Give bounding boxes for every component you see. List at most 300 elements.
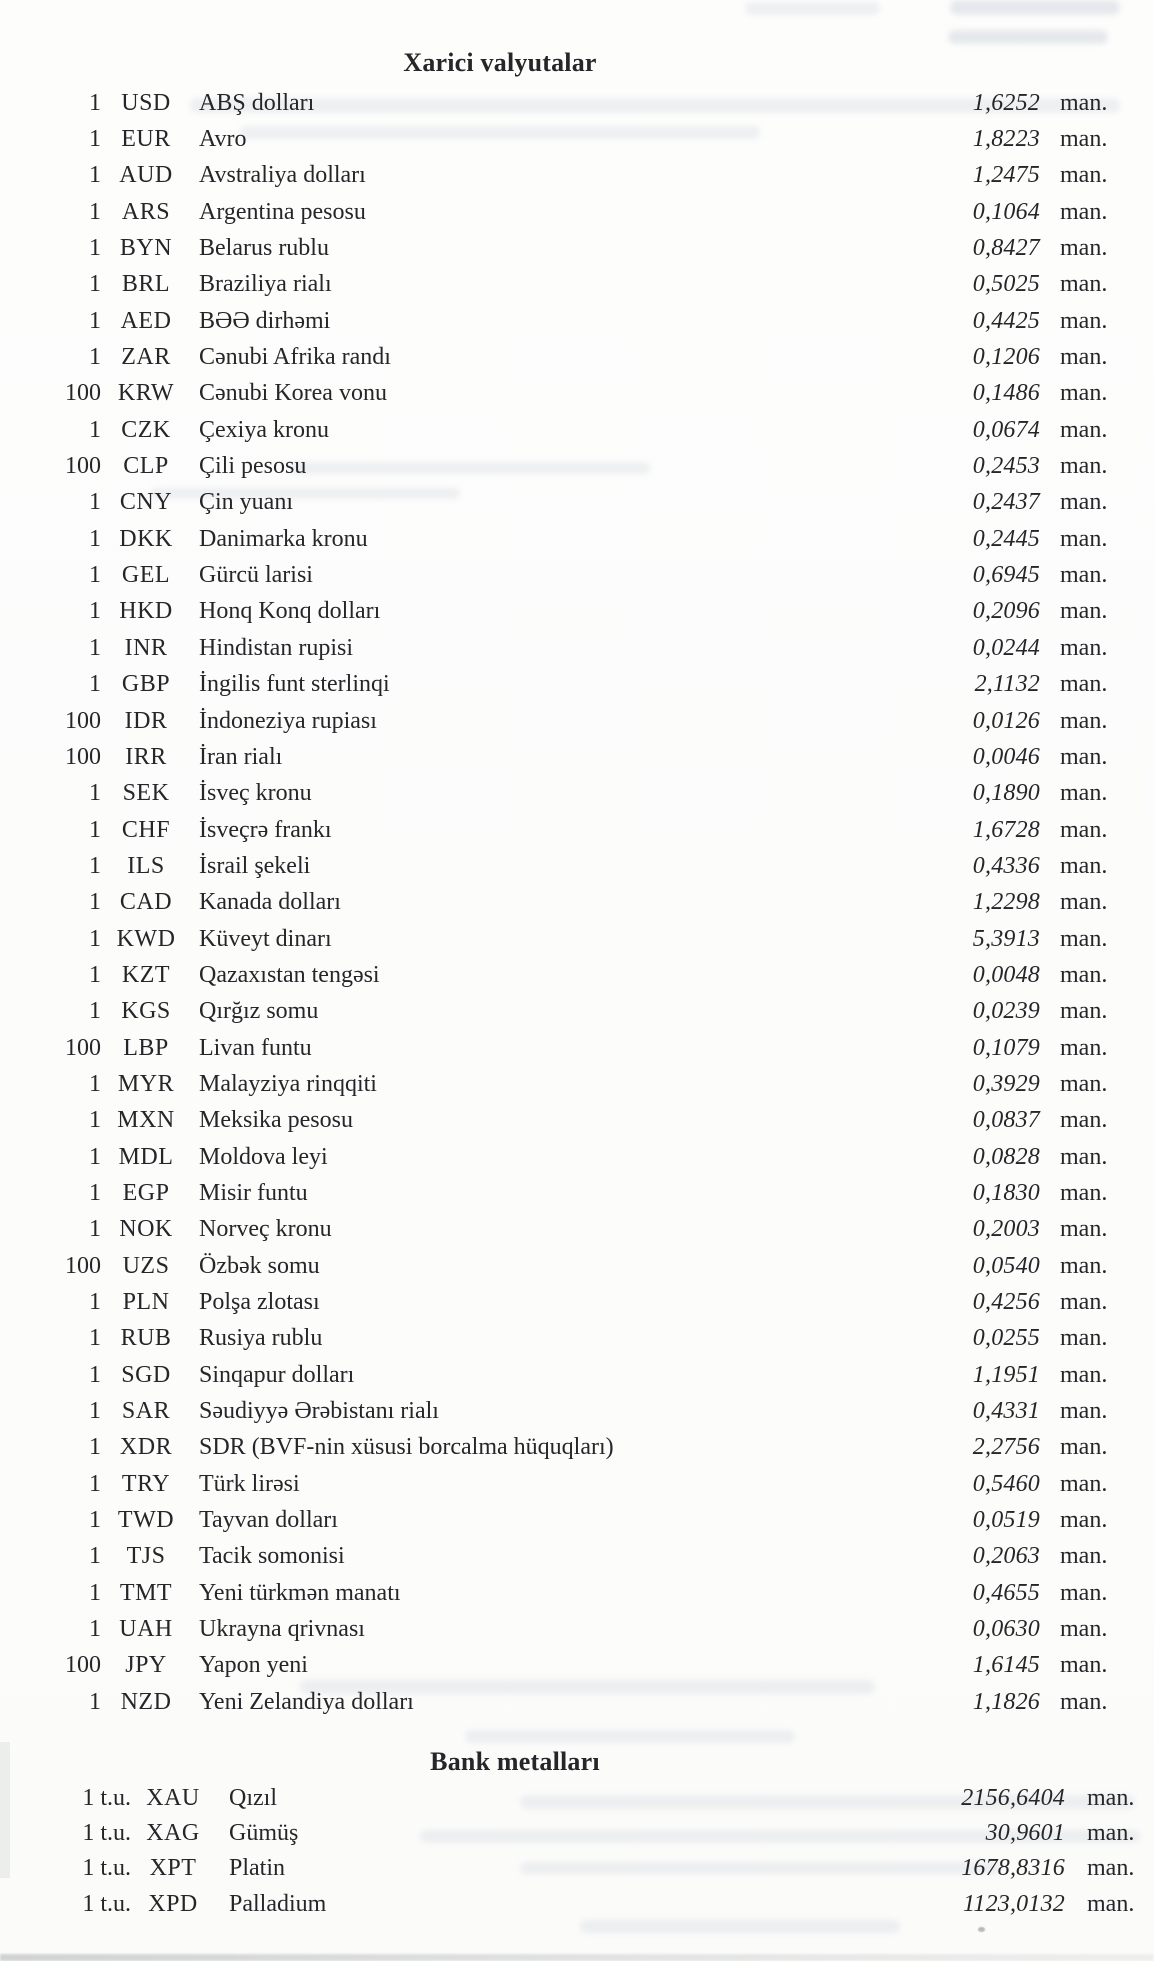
exchange-rate: 0,4331: [972, 1398, 1040, 1425]
currency-code: CHF: [121, 816, 171, 843]
unit-label: man.: [1060, 416, 1108, 443]
unit-label: man.: [1060, 889, 1108, 916]
quantity-value: 100: [65, 707, 101, 734]
currency-code: KGS: [121, 998, 171, 1025]
exchange-rate: 1,6252: [972, 89, 1040, 116]
quantity-value: 100: [65, 1652, 101, 1679]
quantity-value: 1: [89, 634, 101, 661]
quantity-value: 1: [89, 198, 101, 225]
rate-row: [0, 1780, 1154, 1815]
unit-label: man.: [1060, 780, 1108, 807]
currency-name: Norveç kronu: [199, 1216, 332, 1243]
unit-label: man.: [1060, 453, 1108, 480]
exchange-rate: 0,1206: [972, 344, 1040, 371]
unit-label: man.: [1060, 1143, 1108, 1170]
quantity-value: 1: [89, 1107, 101, 1134]
quantity-value: 1 t.u.: [82, 1855, 131, 1882]
exchange-rate: 0,6945: [972, 562, 1040, 589]
unit-label: man.: [1060, 925, 1108, 952]
currency-code: ILS: [127, 852, 165, 879]
quantity-value: 100: [65, 453, 101, 480]
rate-row: [0, 1539, 1154, 1575]
metal-rate-table: [0, 1780, 1154, 1922]
currency-name: Qırğız somu: [199, 998, 319, 1025]
bleedthrough-ghost: [745, 2, 880, 15]
exchange-rate: 0,2096: [972, 598, 1040, 625]
rate-row: [0, 957, 1154, 993]
unit-label: man.: [1060, 707, 1108, 734]
scan-bottom-shadow: [0, 1954, 1154, 1961]
unit-label: man.: [1087, 1890, 1135, 1917]
exchange-rate: 0,0046: [972, 743, 1040, 770]
rate-row: [0, 485, 1154, 521]
quantity-value: 1: [89, 416, 101, 443]
rate-row: [0, 1816, 1154, 1851]
currency-name: Cənubi Afrika randı: [199, 344, 391, 371]
exchange-rate: 0,2437: [972, 489, 1040, 516]
currency-name: Malayziya rinqqiti: [199, 1070, 377, 1097]
exchange-rate: 0,0519: [972, 1507, 1040, 1534]
currency-name: Livan funtu: [199, 1034, 312, 1061]
unit-label: man.: [1060, 1616, 1108, 1643]
currency-rate-table: [0, 85, 1154, 1720]
currency-code: CLP: [123, 453, 169, 480]
quantity-value: 1: [89, 89, 101, 116]
quantity-value: 1: [89, 1688, 101, 1715]
unit-label: man.: [1060, 961, 1108, 988]
unit-label: man.: [1060, 1107, 1108, 1134]
exchange-rate: 0,1064: [972, 198, 1040, 225]
rate-row: [0, 776, 1154, 812]
unit-label: man.: [1060, 235, 1108, 262]
currency-name: Səudiyyə Ərəbistanı rialı: [199, 1398, 439, 1425]
rate-row: [0, 1393, 1154, 1429]
unit-label: man.: [1087, 1784, 1135, 1811]
exchange-rate: 1,1951: [972, 1361, 1040, 1388]
rate-row: [0, 1611, 1154, 1647]
currency-name: Polşa zlotası: [199, 1289, 320, 1316]
unit-label: man.: [1060, 671, 1108, 698]
exchange-rate: 0,0239: [972, 998, 1040, 1025]
currency-name: ABŞ dolları: [199, 89, 315, 116]
quantity-value: 1: [89, 1434, 101, 1461]
exchange-rate: 0,0048: [972, 961, 1040, 988]
quantity-value: 1: [89, 562, 101, 589]
quantity-value: 1: [89, 852, 101, 879]
unit-label: man.: [1060, 1470, 1108, 1497]
exchange-rate: 0,0828: [972, 1143, 1040, 1170]
exchange-rate: 0,1486: [972, 380, 1040, 407]
currency-code: IRR: [125, 743, 167, 770]
quantity-value: 1: [89, 1325, 101, 1352]
rate-row: [0, 1502, 1154, 1538]
exchange-rate: 1,1826: [972, 1688, 1040, 1715]
quantity-value: 1: [89, 1470, 101, 1497]
unit-label: man.: [1060, 198, 1108, 225]
exchange-rate: 0,4336: [972, 852, 1040, 879]
unit-label: man.: [1060, 126, 1108, 153]
currency-code: UZS: [122, 1252, 170, 1279]
exchange-rate: 0,1079: [972, 1034, 1040, 1061]
currency-name: Moldova leyi: [199, 1143, 328, 1170]
rate-row: [0, 376, 1154, 412]
unit-label: man.: [1060, 1070, 1108, 1097]
unit-label: man.: [1060, 1398, 1108, 1425]
rate-row: [0, 1466, 1154, 1502]
quantity-value: 1: [89, 998, 101, 1025]
currency-name: Türk lirəsi: [199, 1470, 300, 1497]
unit-label: man.: [1060, 816, 1108, 843]
quantity-value: 100: [65, 380, 101, 407]
currency-code: TWD: [117, 1507, 175, 1534]
quantity-value: 1: [89, 1579, 101, 1606]
bleedthrough-ghost: [950, 0, 1120, 15]
currency-code: EGP: [122, 1179, 170, 1206]
rate-row: [0, 339, 1154, 375]
currency-name: Meksika pesosu: [199, 1107, 353, 1134]
currency-code: NZD: [120, 1688, 172, 1715]
currency-code: GEL: [121, 562, 171, 589]
exchange-rate: 0,5025: [972, 271, 1040, 298]
unit-label: man.: [1060, 562, 1108, 589]
rate-row: [0, 1684, 1154, 1720]
currency-code: BRL: [121, 271, 171, 298]
quantity-value: 1: [89, 235, 101, 262]
currency-name: İsveç kronu: [199, 780, 312, 807]
exchange-rate: 0,2063: [972, 1543, 1040, 1570]
currency-code: XPD: [148, 1890, 198, 1917]
quantity-value: 1: [89, 1179, 101, 1206]
currency-code: RUB: [120, 1325, 172, 1352]
quantity-value: 1: [89, 961, 101, 988]
quantity-value: 100: [65, 1252, 101, 1279]
quantity-value: 1 t.u.: [82, 1820, 131, 1847]
unit-label: man.: [1087, 1820, 1135, 1847]
exchange-rate: 1,2475: [972, 162, 1040, 189]
unit-label: man.: [1060, 1688, 1108, 1715]
rate-row: [0, 158, 1154, 194]
rate-row: [0, 739, 1154, 775]
rate-row: [0, 921, 1154, 957]
unit-label: man.: [1060, 344, 1108, 371]
unit-label: man.: [1060, 1543, 1108, 1570]
rate-row: [0, 630, 1154, 666]
quantity-value: 1: [89, 598, 101, 625]
unit-label: man.: [1060, 1652, 1108, 1679]
quantity-value: 1: [89, 126, 101, 153]
exchange-rate: 2156,6404: [961, 1784, 1065, 1811]
currency-name: Yapon yeni: [199, 1652, 308, 1679]
rate-row: [0, 1357, 1154, 1393]
unit-label: man.: [1060, 525, 1108, 552]
currency-name: Qızıl: [229, 1784, 277, 1811]
currency-name: Tayvan dolları: [199, 1507, 338, 1534]
exchange-rate: 0,0837: [972, 1107, 1040, 1134]
unit-label: man.: [1060, 1034, 1108, 1061]
rate-row: [0, 1103, 1154, 1139]
section-title-bank-metals: Bank metalları: [430, 1747, 600, 1777]
rate-row: [0, 1212, 1154, 1248]
currency-name: Özbək somu: [199, 1252, 320, 1279]
currency-name: Argentina pesosu: [199, 198, 366, 225]
unit-label: man.: [1060, 1179, 1108, 1206]
quantity-value: 1: [89, 1070, 101, 1097]
currency-name: Tacik somonisi: [199, 1543, 345, 1570]
unit-label: man.: [1060, 271, 1108, 298]
exchange-rate: 0,0630: [972, 1616, 1040, 1643]
section-foreign-currencies: [0, 47, 1154, 1720]
currency-code: JPY: [125, 1652, 167, 1679]
currency-code: BYN: [119, 235, 173, 262]
currency-name: Platin: [229, 1855, 286, 1882]
rate-row: [0, 521, 1154, 557]
unit-label: man.: [1087, 1855, 1135, 1882]
section-bank-metals: [0, 1746, 1154, 1922]
exchange-rate: 5,3913: [972, 925, 1040, 952]
quantity-value: 1: [89, 1289, 101, 1316]
currency-code: KZT: [121, 961, 171, 988]
quantity-value: 100: [65, 1034, 101, 1061]
unit-label: man.: [1060, 489, 1108, 516]
unit-label: man.: [1060, 1325, 1108, 1352]
currency-name: Yeni Zelandiya dolları: [199, 1688, 414, 1715]
unit-label: man.: [1060, 380, 1108, 407]
unit-label: man.: [1060, 1579, 1108, 1606]
exchange-rate: 2,2756: [972, 1434, 1040, 1461]
currency-code: ARS: [121, 198, 171, 225]
currency-code: LBP: [123, 1034, 169, 1061]
exchange-rate: 0,0244: [972, 634, 1040, 661]
exchange-rate: 0,3929: [972, 1070, 1040, 1097]
rate-row: [0, 1066, 1154, 1102]
exchange-rate: 0,2453: [972, 453, 1040, 480]
rate-row: [0, 812, 1154, 848]
currency-name: Qazaxıstan tengəsi: [199, 961, 380, 988]
currency-name: İndoneziya rupiası: [199, 707, 377, 734]
currency-code: XAU: [146, 1784, 200, 1811]
currency-code: MYR: [117, 1070, 175, 1097]
currency-name: Misir funtu: [199, 1179, 308, 1206]
unit-label: man.: [1060, 852, 1108, 879]
exchange-rate: 0,0540: [972, 1252, 1040, 1279]
unit-label: man.: [1060, 598, 1108, 625]
currency-code: EUR: [121, 126, 171, 153]
currency-name: İsrail şekeli: [199, 852, 311, 879]
quantity-value: 1: [89, 925, 101, 952]
currency-code: UAH: [119, 1616, 173, 1643]
currency-code: INR: [124, 634, 168, 661]
currency-name: Sinqapur dolları: [199, 1361, 355, 1388]
rate-row: [0, 703, 1154, 739]
quantity-value: 100: [65, 743, 101, 770]
exchange-rate: 0,8427: [972, 235, 1040, 262]
rate-row: [0, 1575, 1154, 1611]
currency-name: İran rialı: [199, 743, 283, 770]
currency-name: Palladium: [229, 1890, 327, 1917]
currency-code: XAG: [146, 1820, 200, 1847]
quantity-value: 1 t.u.: [82, 1784, 131, 1811]
quantity-value: 1: [89, 1543, 101, 1570]
quantity-value: 1: [89, 525, 101, 552]
unit-label: man.: [1060, 307, 1108, 334]
rate-row: [0, 412, 1154, 448]
exchange-rate: 30,9601: [985, 1820, 1065, 1847]
currency-code: MDL: [118, 1143, 174, 1170]
currency-code: XDR: [119, 1434, 173, 1461]
rate-row: [0, 1648, 1154, 1684]
rate-row: [0, 267, 1154, 303]
quantity-value: 1: [89, 489, 101, 516]
unit-label: man.: [1060, 1216, 1108, 1243]
currency-code: GBP: [121, 671, 171, 698]
quantity-value: 1: [89, 1361, 101, 1388]
exchange-rate: 0,0255: [972, 1325, 1040, 1352]
currency-name: Belarus rublu: [199, 235, 329, 262]
currency-code: KWD: [116, 925, 176, 952]
unit-label: man.: [1060, 89, 1108, 116]
currency-code: AED: [120, 307, 172, 334]
currency-code: IDR: [124, 707, 168, 734]
exchange-rate: 0,1890: [972, 780, 1040, 807]
rate-row: [0, 1139, 1154, 1175]
quantity-value: 1: [89, 1143, 101, 1170]
exchange-rate: 1123,0132: [962, 1890, 1065, 1917]
currency-name: Braziliya rialı: [199, 271, 332, 298]
currency-name: Kanada dolları: [199, 889, 341, 916]
rate-row: [0, 448, 1154, 484]
quantity-value: 1: [89, 671, 101, 698]
currency-code: MXN: [117, 1107, 175, 1134]
currency-code: USD: [121, 89, 171, 116]
exchange-rate: 1678,8316: [961, 1855, 1065, 1882]
bleedthrough-ghost: [465, 1730, 795, 1743]
quantity-value: 1: [89, 307, 101, 334]
rate-row: [0, 230, 1154, 266]
currency-name: Cənubi Korea vonu: [199, 380, 387, 407]
currency-name: Yeni türkmən manatı: [199, 1579, 401, 1606]
rate-row: [0, 1851, 1154, 1886]
currency-code: TRY: [121, 1470, 171, 1497]
unit-label: man.: [1060, 162, 1108, 189]
currency-code: TJS: [126, 1543, 166, 1570]
quantity-value: 1: [89, 1398, 101, 1425]
currency-name: Avstraliya dolları: [199, 162, 366, 189]
unit-label: man.: [1060, 998, 1108, 1025]
currency-code: AUD: [119, 162, 173, 189]
rate-row: [0, 1887, 1154, 1922]
exchange-rate: 0,0674: [972, 416, 1040, 443]
scan-speck: [978, 1927, 985, 1932]
currency-name: Honq Konq dolları: [199, 598, 381, 625]
currency-name: Gürcü larisi: [199, 562, 313, 589]
unit-label: man.: [1060, 1434, 1108, 1461]
exchange-rate: 1,2298: [972, 889, 1040, 916]
rate-row: [0, 1248, 1154, 1284]
quantity-value: 1: [89, 1507, 101, 1534]
currency-name: İsveçrə frankı: [199, 816, 332, 843]
currency-code: DKK: [119, 525, 173, 552]
exchange-rate: 0,4655: [972, 1579, 1040, 1606]
section-title-foreign-currencies: Xarici valyutalar: [403, 48, 597, 77]
exchange-rate: 0,4256: [972, 1289, 1040, 1316]
currency-code: CNY: [119, 489, 173, 516]
currency-name: Hindistan rupisi: [199, 634, 353, 661]
quantity-value: 1: [89, 344, 101, 371]
rate-row: [0, 85, 1154, 121]
quantity-value: 1: [89, 816, 101, 843]
currency-name: Rusiya rublu: [199, 1325, 323, 1352]
rate-row: [0, 303, 1154, 339]
unit-label: man.: [1060, 743, 1108, 770]
currency-code: PLN: [122, 1289, 170, 1316]
currency-code: XPT: [149, 1855, 197, 1882]
rate-row: [0, 194, 1154, 230]
quantity-value: 1: [89, 1616, 101, 1643]
rate-row: [0, 848, 1154, 884]
currency-name: Küveyt dinarı: [199, 925, 332, 952]
quantity-value: 1: [89, 780, 101, 807]
unit-label: man.: [1060, 1289, 1108, 1316]
unit-label: man.: [1060, 1361, 1108, 1388]
currency-code: KRW: [117, 380, 175, 407]
currency-name: Avro: [199, 126, 247, 153]
quantity-value: 1: [89, 1216, 101, 1243]
currency-name: Ukrayna qrivnası: [199, 1616, 365, 1643]
currency-code: CZK: [121, 416, 171, 443]
currency-code: SEK: [122, 780, 170, 807]
quantity-value: 1: [89, 889, 101, 916]
exchange-rate: 1,6728: [972, 816, 1040, 843]
rate-row: [0, 594, 1154, 630]
exchange-rate: 2,1132: [974, 671, 1040, 698]
currency-code: SGD: [121, 1361, 171, 1388]
exchange-rate: 1,6145: [972, 1652, 1040, 1679]
currency-name: İngilis funt sterlinqi: [199, 671, 390, 698]
exchange-rate: 0,2003: [972, 1216, 1040, 1243]
rate-row: [0, 1321, 1154, 1357]
currency-name: Çin yuanı: [199, 489, 293, 516]
exchange-rate: 0,4425: [972, 307, 1040, 334]
rate-row: [0, 994, 1154, 1030]
currency-code: ZAR: [121, 344, 171, 371]
quantity-value: 1 t.u.: [82, 1890, 131, 1917]
rate-row: [0, 1284, 1154, 1320]
currency-code: NOK: [119, 1216, 173, 1243]
currency-name: SDR (BVF-nin xüsusi borcalma hüquqları): [199, 1434, 614, 1461]
rate-row: [0, 557, 1154, 593]
unit-label: man.: [1060, 1507, 1108, 1534]
currency-name: BƏƏ dirhəmi: [199, 307, 331, 334]
rate-row: [0, 885, 1154, 921]
exchange-rate: 1,8223: [972, 126, 1040, 153]
quantity-value: 1: [89, 162, 101, 189]
currency-name: Gümüş: [229, 1820, 299, 1847]
currency-code: TMT: [119, 1579, 173, 1606]
bleedthrough-ghost: [948, 30, 1108, 44]
currency-code: CAD: [119, 889, 173, 916]
currency-name: Çili pesosu: [199, 453, 307, 480]
exchange-rate: 0,5460: [972, 1470, 1040, 1497]
currency-name: Çexiya kronu: [199, 416, 329, 443]
rate-row: [0, 1175, 1154, 1211]
currency-name: Danimarka kronu: [199, 525, 368, 552]
rate-row: [0, 121, 1154, 157]
currency-code: HKD: [119, 598, 173, 625]
unit-label: man.: [1060, 634, 1108, 661]
rate-row: [0, 667, 1154, 703]
exchange-rate: 0,0126: [972, 707, 1040, 734]
rate-row: [0, 1430, 1154, 1466]
